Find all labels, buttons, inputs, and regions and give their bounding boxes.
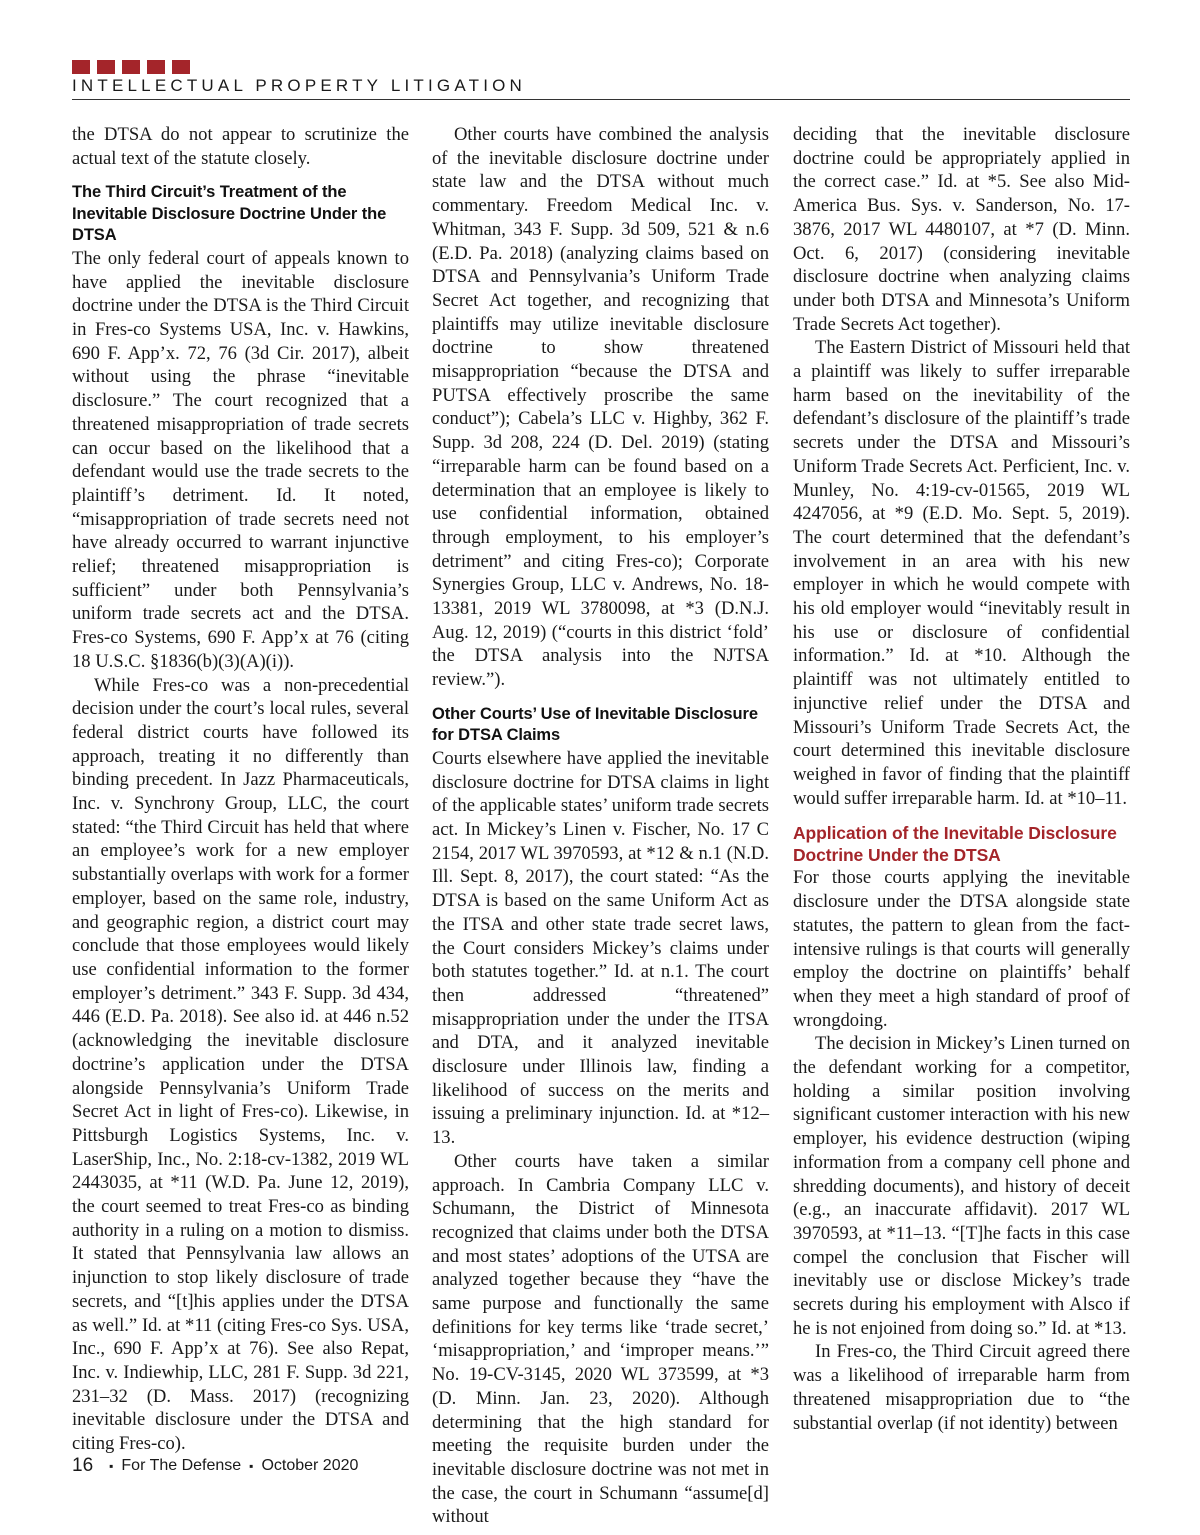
paragraph: The decision in Mickey’s Linen turned on the defendant working for a competitor, holding a similar position involving significant customer interaction with his new employer, his evidence destruction (wiping information from a company cell phone and shredding documents), and history of deceit (e.g., an inaccurate affidavit). 2017 WL 3970593, at *11–13. “[T]he facts in this case compel the conclusion that Fischer will inevitably use or disclose Mickey’s trade secrets during his employment with Alsco if he is not enjoined from doing so.” Id. at *13. bbox=[793, 1033, 1130, 1339]
accent-square bbox=[172, 60, 190, 74]
section-title: INTELLECTUAL PROPERTY LITIGATION bbox=[72, 76, 527, 95]
accent-square bbox=[122, 60, 140, 74]
paragraph: The Eastern District of Missouri held that a plaintiff was likely to suffer irreparable harm based on the inevitability of the defendant’s disclosure of the plaintiff’s trade secrets under the DTSA and Missouri’s Uniform Trade Secrets Act. Perficient, Inc. v. Munley, No. 4:19-cv-01565, 2019 WL 4247056, at *9 (E.D. Mo. Sept. 5, 2019). The court determined that the defendant’s involvement in an area with his new employer in which he would compete with his old employer would “inevitably result in his use or disclosure of confidential information.” Id. at *10. Although the plaintiff was not ultimately entitled to injunctive relief under the DTSA and Missouri’s Uniform Trade Secrets Act, the court determined this inevitable disclosure weighed in favor of finding that the plaintiff would suffer irreparable harm. Id. at *10–11. bbox=[793, 337, 1130, 809]
accent-square bbox=[97, 60, 115, 74]
paragraph: For those courts applying the inevitable disclosure under the DTSA alongside state statutes, the pattern to glean from the fact-intensive rulings is that courts will generally employ the doctrine on plaintiffs’ behalf when they meet a high standard of proof of wrongdoing. bbox=[793, 867, 1130, 1031]
subheading: Other Courts’ Use of Inevitable Disclosure for DTSA Claims bbox=[432, 704, 758, 745]
issue-date: October 2020 bbox=[261, 1457, 359, 1474]
publication-name: For The Defense bbox=[121, 1457, 242, 1474]
page-number: 16 bbox=[72, 1455, 94, 1476]
subheading-red: Application of the Inevitable Disclosure Doctrine Under the DTSA bbox=[793, 823, 1117, 866]
paragraph: Other courts have combined the analysis of the inevitable disclosure doctrine under state law and the DTSA without much commentary. Freedom Medical Inc. v. Whitman, 343 F. Supp. 3d 509, 521 & n.6 (E.D. Pa. 2018) (analyzing claims based on DTSA and Pennsylvania’s Uniform Trade Secret Act together, and recognizing that plaintiffs may utilize inevitable disclosure doctrine to show threatened misappropriation “because the DTSA and PUTSA effectively proscribe the same conduct”); Cabela’s LLC v. Highby, 362 F. Supp. 3d 208, 224 (D. Del. 2019) (stating “irreparable harm can be found based on a determination that an employee is likely to use confidential information, obtained through employment, to his employer’s detriment” and citing Fres-co); Corporate Synergies Group, LLC v. Andrews, No. 18-13381, 2019 WL 3780098, at *3 (D.N.J. Aug. 12, 2019) (“courts in this district ‘fold’ the DTSA analysis into the NJTSA review.”). bbox=[432, 124, 769, 691]
column-2 bbox=[432, 123, 769, 1529]
paragraph: Courts elsewhere have applied the inevitable disclosure doctrine for DTSA claims in light of the applicable states’ uniform trade secrets act. In Mickey’s Linen v. Fischer, No. 17 C 2154, 2017 WL 3970593, at *12 & n.1 (N.D. Ill. Sept. 8, 2017), the court stated: “As the DTSA is based on the same Uniform Act as the ITSA and other state trade secret laws, the Court considers Mickey’s claims under both statutes together.” Id. at n.1. The court then addressed “threatened” misappropriation under the under the ITSA and DTA, and it analyzed inevitable disclosure under Illinois law, finding a likelihood of success on the merits and issuing a preliminary injunction. Id. at *12–13. bbox=[432, 747, 769, 1149]
column-1 bbox=[72, 123, 409, 1456]
bullet-separator: ▪ bbox=[109, 1459, 114, 1473]
paragraph: Other courts have taken a similar approach. In Cambria Company LLC v. Schumann, the District of Minnesota recognized that claims under both the DTSA and most states’ adoptions of the UTSA are analyzed together because they “have the same purpose and functionally the same definitions for key terms like ‘trade secret,’ ‘misappropriation,’ and ‘improper means.’” No. 19-CV-3145, 2020 WL 373599, at *3 (D. Minn. Jan. 23, 2020). Although determining that the high standard for meeting the requisite burden under the inevitable disclosure doctrine was not met in the case, the court in Schumann “assume[d] without bbox=[432, 1150, 769, 1528]
paragraph: the DTSA do not appear to scrutinize the actual text of the statute closely. bbox=[72, 124, 409, 169]
subheading: The Third Circuit’s Treatment of the Inevitable Disclosure Doctrine Under the DTSA bbox=[72, 183, 387, 245]
header-rule bbox=[72, 99, 1130, 100]
column-3 bbox=[793, 123, 1130, 1435]
bullet-separator: ▪ bbox=[249, 1459, 254, 1473]
paragraph: In Fres-co, the Third Circuit agreed there was a likelihood of irreparable harm from threatened misappropriation due to “the substantial overlap (if not identity) between bbox=[793, 1341, 1130, 1434]
paragraph: deciding that the inevitable disclosure doctrine could be appropriately applied in the correct case.” Id. at *5. See also Mid-America Bus. Sys. v. Sanderson, No. 17-3876, 2017 WL 4480107, at *7 (D. Minn. Oct. 6, 2017) (considering inevitable disclosure doctrine when analyzing claims under both DTSA and Minnesota’s Uniform Trade Secrets Act together). bbox=[793, 124, 1130, 335]
accent-square bbox=[72, 60, 90, 74]
paragraph: The only federal court of appeals known to have applied the inevitable disclosure doctrine under the DTSA is the Third Circuit in Fres-co Systems USA, Inc. v. Hawkins, 690 F. App’x. 72, 76 (3d Cir. 2017), albeit without using the phrase “inevitable disclosure.” The court recognized that a threatened misappropriation of trade secrets can occur based on the likelihood that a defendant would use the trade secrets to the plaintiff’s detriment. Id. It noted, “misappropriation of trade secrets need not have already occurred to warrant injunctive relief; threatened misappropriation is sufficient” under both Pennsylvania’s uniform trade secrets act and the DTSA. Fres-co Systems, 690 F. App’x at 76 (citing 18 U.S.C. §1836(b)(3)(A)(i)). bbox=[72, 247, 409, 672]
paragraph: While Fres-co was a non-precedential decision under the court’s local rules, several federal district courts have followed its approach, treating it no differently than binding precedent. In Jazz Pharmaceuticals, Inc. v. Synchrony Group, LLC, the court stated: “the Third Circuit has held that where an employee’s work for a new employer substantially overlaps with work for a former employer, based on the same role, industry, and geographic region, a district court may conclude that those employees would likely use confidential information to the former employer’s detriment.” 343 F. Supp. 3d 434, 446 (E.D. Pa. 2018). See also id. at 446 n.52 (acknowledging the inevitable disclosure doctrine’s application under the DTSA alongside Pennsylvania’s Uniform Trade Secret Act in light of Fres-co). Likewise, in Pittsburgh Logistics Systems, Inc. v. LaserShip, Inc., No. 2:18-cv-1382, 2019 WL 2443035, at *11 (W.D. Pa. June 12, 2019), the court seemed to treat Fres-co as binding authority in a ruling on a motion to dismiss. It stated that Pennsylvania law allows an injunction to stop likely disclosure of trade secrets, and “[t]his applies under the DTSA as well.” Id. at *11 (citing Fres-co Sys. USA, Inc., 690 F. App’x at 76). See also Repat, Inc. v. Indiewhip, LLC, 281 F. Supp. 3d 221, 231–32 (D. Mass. 2017) (recognizing inevitable disclosure under the DTSA and citing Fres-co). bbox=[72, 674, 409, 1455]
page-footer bbox=[72, 1455, 358, 1477]
header-accent-squares bbox=[72, 60, 190, 74]
accent-square bbox=[147, 60, 165, 74]
